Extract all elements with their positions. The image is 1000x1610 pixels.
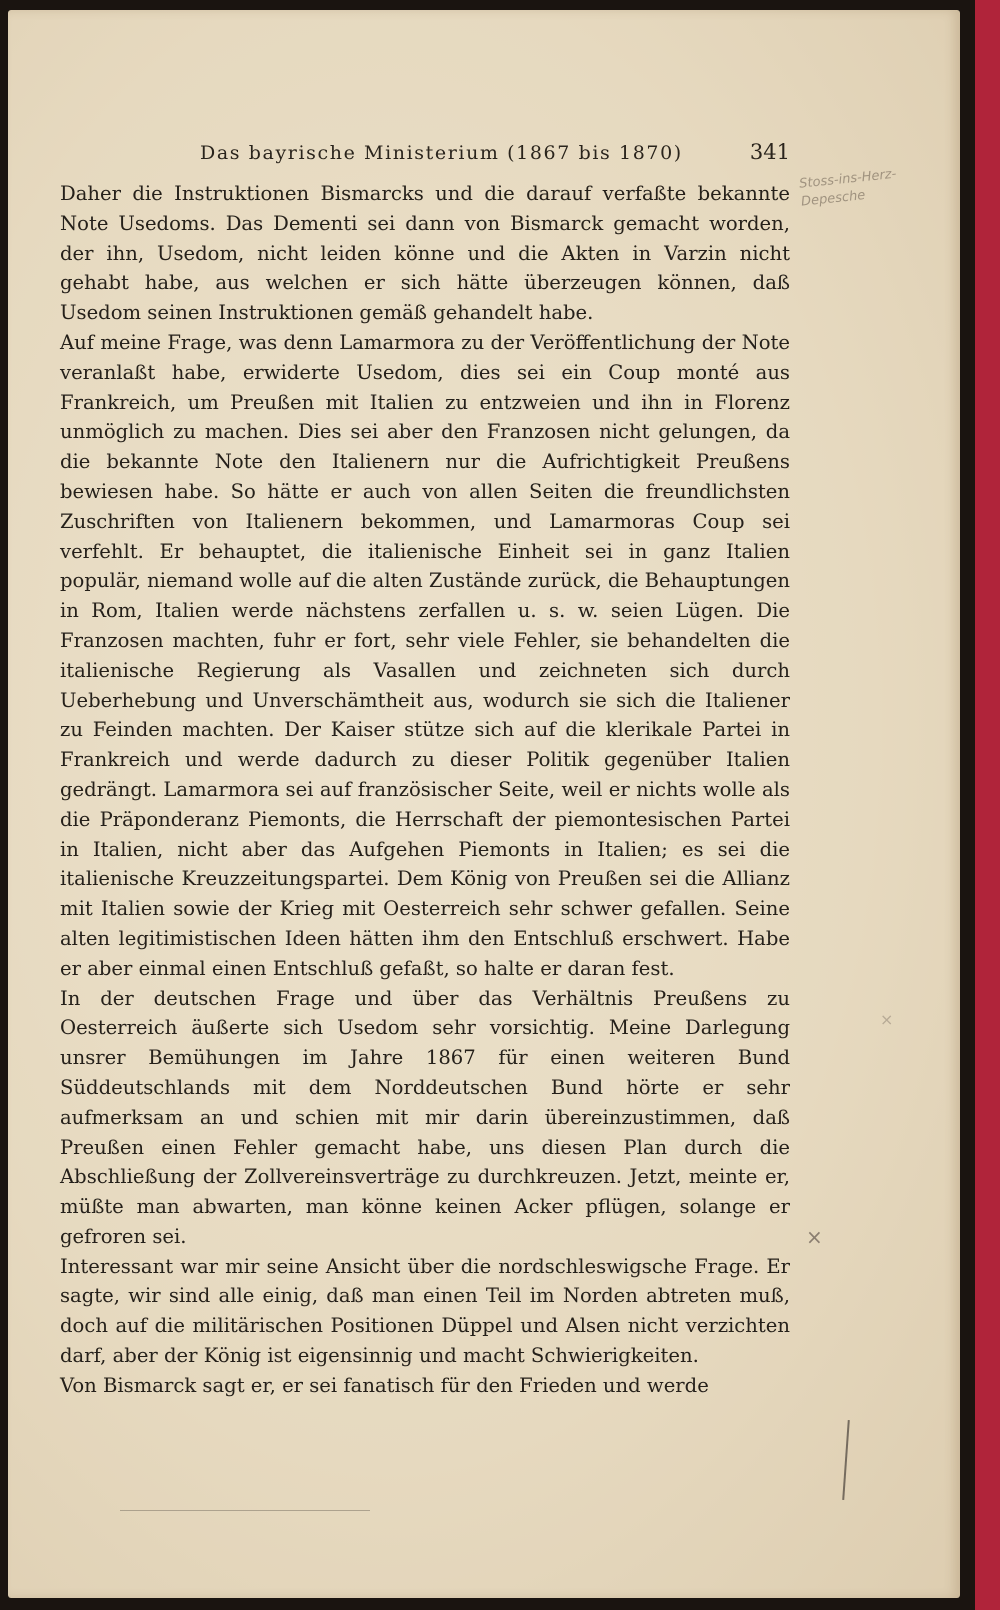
pencil-cross-mark: × <box>806 1225 823 1249</box>
paragraph-3: In der deutschen Frage und über das Verhältnis Preußens zu Oesterreich äußerte sich Usedom sehr vorsichtig. Meine Darlegung unsrer Bemühungen im Jahre 1867 für einen weiteren Bund Süddeutschlands mit dem Norddeutschen Bund hörte er sehr aufmerksam an und schien mit mir darin übereinzustimmen, daß Preußen einen Fehler gemacht habe, uns diesen Plan durch die Abschließung der Zollvereinsverträge zu durchkreuzen. Jetzt, meinte er, müßte man abwarten, man könne keinen Acker pflügen, solange er gefroren sei. <box>60 986 790 1248</box>
paragraph-4: Interessant war mir seine Ansicht über die nordschleswigsche Frage. Er sagte, wir sind alle einig, daß man einen Teil im Norden abtreten muß, doch auf die militärischen Positionen Düppel und Alsen nicht verzichten darf, aber der König ist eigensinnig und macht Schwierigkeiten. <box>60 1254 790 1368</box>
body-text <box>60 179 790 1401</box>
running-title: Das bayrische Ministerium (1867 bis 1870) <box>200 142 683 164</box>
pencil-underline <box>120 1510 370 1511</box>
pencil-cross-mark-faint: × <box>880 1010 894 1029</box>
handwritten-margin-note: Stoss-ins-Herz-Depesche <box>798 166 898 210</box>
paragraph-1: Daher die Instruktionen Bismarcks und die darauf verfaßte bekannte Note Usedoms. Das Dementi sei dann von Bismarck gemacht worden, der ihn, Usedom, nicht leiden könne und die Akten in Varzin nicht gehabt habe, aus welchen er sich hätte überzeugen können, daß Usedom seinen Instruktionen gemäß gehandelt habe. <box>60 182 790 325</box>
page-header <box>200 140 790 170</box>
paragraph-2: Auf meine Frage, was denn Lamarmora zu der Veröffentlichung der Note veranlaßt habe, erwiderte Usedom, dies sei ein Coup monté aus Frankreich, um Preußen mit Italien zu entzweien und ihn in Florenz unmöglich zu machen. Dies sei aber den Franzosen nicht gelungen, da die bekannte Note den Italienern nur die Aufrichtigkeit Preußens bewiesen habe. So hätte er auch von allen Seiten die freundlichsten Zuschriften von Italienern bekommen, und Lamarmoras Coup sei verfehlt. Er behauptet, die italienische Einheit sei in ganz Italien populär, niemand wolle auf die alten Zustände zurück, die Behauptungen in Rom, Italien werde nächstens zerfallen u. s. w. seien Lügen. Die Franzosen machten, fuhr er fort, sehr viele Fehler, sie behandelten die italienische Regierung als Vasallen und zeichneten sich durch Ueberhebung und Unverschämtheit aus, wodurch sie sich die Italiener zu Feinden machten. Der Kaiser stütze sich auf die klerikale Partei in Frankreich und werde dadurch zu dieser Politik gegenüber Italien gedrängt. Lamarmora sei auf französischer Seite, weil er nichts wolle als die Präponderanz Piemonts, die Herrschaft der piemontesischen Partei in Italien, nicht aber das Aufgehen Piemonts in Italien; es sei die italienische Kreuzzeitungspartei. Dem König von Preußen sei die Allianz mit Italien sowie der Krieg mit Oesterreich sehr schwer gefallen. Seine alten legitimistischen Ideen hätten ihm den Entschluß erschwert. Habe er aber einmal einen Entschluß gefaßt, so halte er daran fest. <box>60 330 790 980</box>
page-number: 341 <box>749 140 790 164</box>
paragraph-5: Von Bismarck sagt er, er sei fanatisch für den Frieden und werde <box>60 1373 709 1397</box>
